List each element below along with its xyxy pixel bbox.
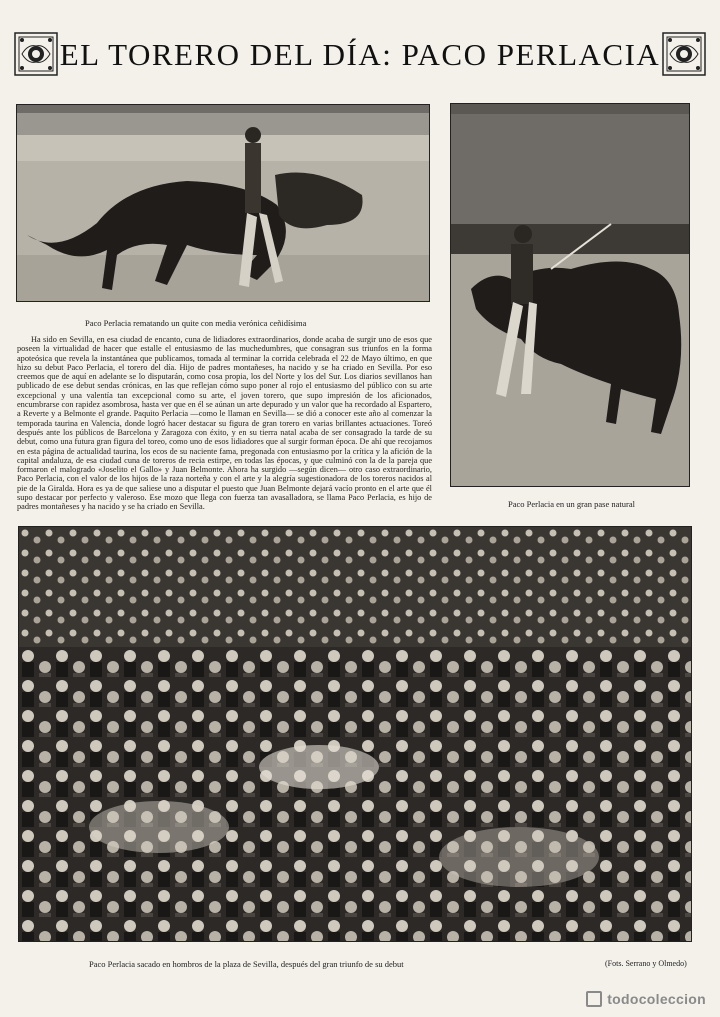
page-title: EL TORERO DEL DÍA: PACO PERLACIA bbox=[59, 37, 661, 72]
ornament-left-icon bbox=[14, 32, 58, 76]
ornament-right-icon bbox=[662, 32, 706, 76]
photo-veronica bbox=[16, 104, 430, 302]
watermark-text: todocoleccion bbox=[607, 991, 706, 1007]
watermark bbox=[586, 991, 706, 1007]
photo-crowd bbox=[18, 526, 692, 942]
photo-credit: (Fots. Serrano y Olmedo) bbox=[605, 959, 687, 968]
photo-natural-pass bbox=[450, 103, 690, 487]
watermark-logo-icon bbox=[586, 991, 602, 1007]
photo-natural-pass-caption: Paco Perlacia en un gran pase natural bbox=[508, 499, 635, 509]
page-header bbox=[10, 30, 710, 80]
article-body: Ha sido en Sevilla, en esa ciudad de encanto, cuna de lidiadores extraordinarios, donde acaba de surgir uno de esos que poseen la virtualidad de hacer que estalle el entusiasmo de las muchedumbres, que consagran sus triunfos en la forma apoteósica que revela la instantánea que publicamos, tomada al terminar la corrida celebrada el 22 de Mayo último, en que hizo su debut Paco Perlacia, el torero del día. Hijo de padres montañeses, ha nacido y se ha criado en Sevilla. Por eso creemos que de aquí en adelante se lo disputarán, como cosa propia, los del Norte y los del Sur. Los diarios sevillanos han publicado de ese debut sendas crónicas, en las que reflejan cómo supo poner al rojo el entusiasmo del público con su arte excepcional y una valentía tan excepcional como su arte, el joven torero, que supo impresión de los aficionados, encumbrarse con rapidez asombrosa, hasta ver que en él se aúnan un arte depurado y un valor que ha recordado al Espartero, a Reverte y a Belmonte el grande. Paquito Perlacia —como le llaman en Sevilla— se dió a conocer este año al comenzar la temporada taurina en Valencia, donde logró hacer destacar su figura de gran torero en varias brillantes actuaciones. Toreó después ante los públicos de Barcelona y Zaragoza con éxito, y en su tierra natal acaba de ser consagrado la tarde de su debut, como una futura gran figura del toreo, como uno de esos lidiadores que al surgir forman época. De ahí que recojamos en esta página de actualidad taurina, los ecos de su naciente fama, pregonada con entusiasmo por la crítica y la afición de la capital andaluza, de esa ciudad cuna de toreros de recia estirpe, en todas las épocas, y que culminó con la de la pareja que formaron el malogrado «Joselito el Gallo» y Juan Belmonte. Ahora ha surgido —según dicen— otro caso extraordinario, Paco Perlacia, con el valor de los hijos de la raza norteña y con el arte y la alegría sugestionadora de los toreros nacidos al pie de la Giralda. Hora es ya de que saliese uno a disputar el puesto que Juan Belmonte dejará vacío pronto en el arte que él supo destacar por perfecto y valeroso. Ese mozo que llega con fuerza tan avasalladora, se llama Paco Perlacia, es hijo de padres montañeses y ha nacido y se ha criado en Sevilla. bbox=[17, 335, 432, 512]
photo-veronica-caption: Paco Perlacia rematando un quite con media verónica ceñidísima bbox=[85, 318, 307, 328]
photo-crowd-caption: Paco Perlacia sacado en hombros de la plaza de Sevilla, después del gran triunfo de su debut bbox=[89, 959, 404, 969]
